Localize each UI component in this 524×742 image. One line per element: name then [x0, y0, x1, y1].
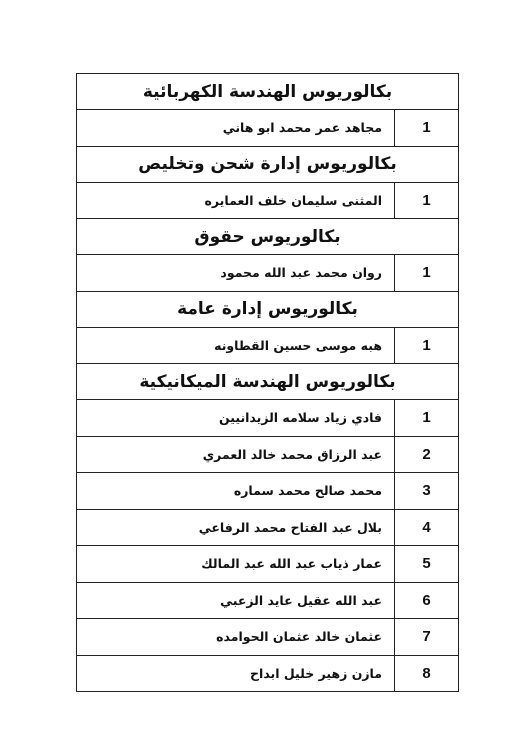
student-name: عبد الرزاق محمد خالد العمري [77, 437, 395, 473]
row-number: 1 [422, 336, 431, 354]
row-number: 6 [422, 591, 431, 609]
table-row [77, 437, 458, 474]
student-name: عمار ذياب عبد الله عبد المالك [77, 546, 395, 582]
table-row [77, 328, 458, 365]
section-mechanical-engineering [77, 364, 458, 692]
student-name: بلال عبد الفتاح محمد الرفاعي [77, 510, 395, 546]
row-number: 1 [422, 119, 431, 137]
student-name: عبد الله عقيل عايد الزعبي [77, 583, 395, 619]
row-number: 5 [422, 555, 431, 573]
student-name: المثنى سليمان خلف العمايره [77, 183, 395, 219]
student-name: مازن زهير خليل ابداح [77, 656, 395, 692]
row-number: 1 [422, 264, 431, 282]
student-name: عثمان خالد عثمان الحوامده [77, 619, 395, 655]
section-shipping-clearance [77, 147, 458, 220]
row-number: 1 [422, 191, 431, 209]
row-number: 8 [422, 664, 431, 682]
row-number: 7 [422, 628, 431, 646]
table-row [77, 183, 458, 220]
section-heading: بكالوريوس إدارة شحن وتخليص [77, 147, 458, 183]
section-heading: بكالوريوس إدارة عامة [77, 292, 458, 328]
table-row [77, 619, 458, 656]
student-name: هبه موسى حسين القطاونه [77, 328, 395, 364]
student-name: محمد صالح محمد سماره [77, 473, 395, 509]
table-row [77, 473, 458, 510]
row-number: 2 [422, 445, 431, 463]
graduates-table [76, 73, 459, 692]
section-law [77, 219, 458, 292]
table-row [77, 546, 458, 583]
table-row [77, 110, 458, 147]
section-public-administration [77, 292, 458, 365]
row-number: 4 [422, 518, 431, 536]
section-heading: بكالوريوس الهندسة الكهربائية [77, 74, 458, 110]
table-row [77, 583, 458, 620]
row-number: 3 [422, 482, 431, 500]
student-name: مجاهد عمر محمد ابو هاني [77, 110, 395, 146]
section-electrical-engineering [77, 74, 458, 147]
table-row [77, 656, 458, 693]
section-heading: بكالوريوس الهندسة الميكانيكية [77, 364, 458, 400]
table-row [77, 255, 458, 292]
student-name: فادي زياد سلامه الزيدانيين [77, 400, 395, 436]
table-row [77, 510, 458, 547]
student-name: روان محمد عبد الله محمود [77, 255, 395, 291]
table-row [77, 400, 458, 437]
section-heading: بكالوريوس حقوق [77, 219, 458, 255]
row-number: 1 [422, 409, 431, 427]
